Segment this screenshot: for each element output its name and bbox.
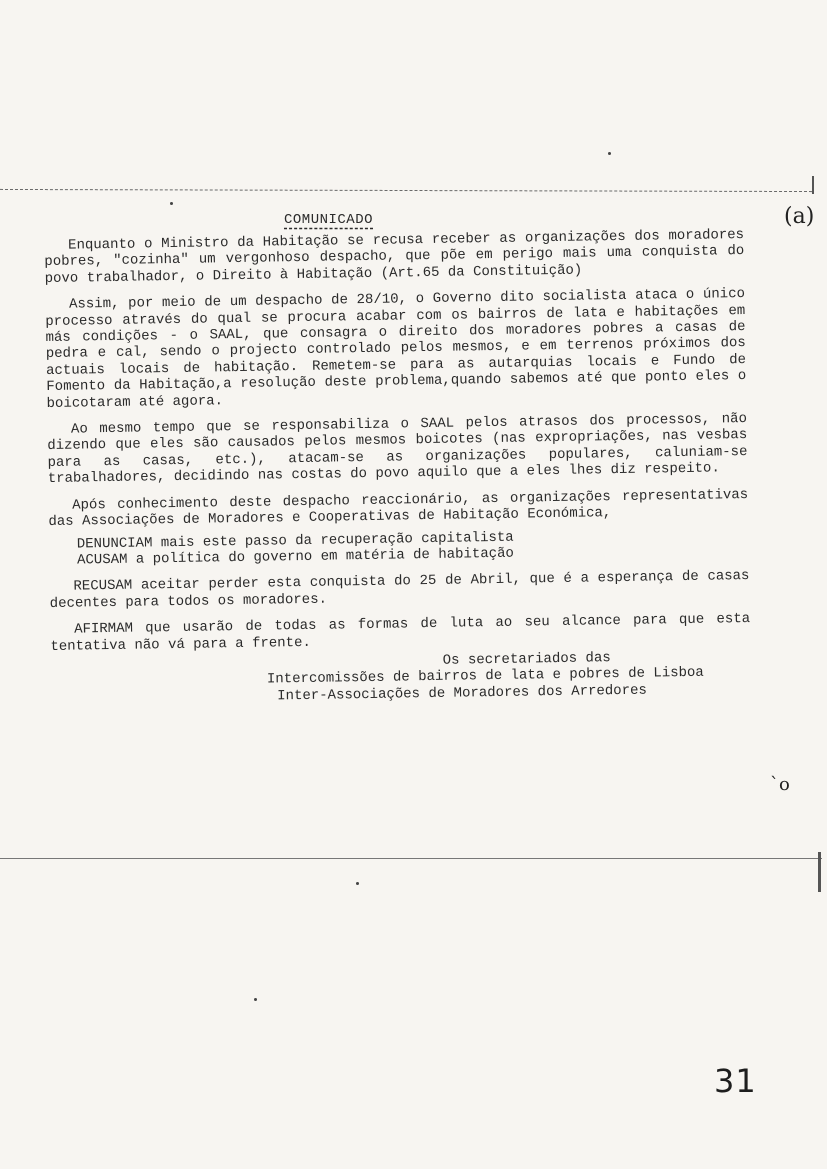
top-tick-mark xyxy=(812,176,814,194)
declarations-list xyxy=(49,525,749,569)
top-divider-line xyxy=(0,189,812,192)
communique-body xyxy=(44,227,751,708)
signature-block xyxy=(51,648,752,708)
paper-speck xyxy=(254,998,257,1001)
declaration-acusam: ACUSAM a política do governo em matéria de habitação xyxy=(76,545,515,569)
handwritten-annotation-a: (a) xyxy=(784,204,815,229)
declaration-denunciam: DENUNCIAM mais este passo da recuperação capitalista xyxy=(76,529,514,553)
handwritten-page-number: 31 xyxy=(714,1062,757,1100)
bottom-tick-mark xyxy=(818,852,821,892)
paragraph-1: Enquanto o Ministro da Habitação se recusa receber as organizações dos moradores pobres, "cozinha" um vergonhoso despacho, que põe em perigo mais uma conquista do povo trabalhador, o Direito à Habitação (Art.65 da Constituição) xyxy=(44,227,745,287)
signature-line-1: Os secretariados das xyxy=(442,650,611,669)
handwritten-side-mark: ˋo xyxy=(770,774,790,795)
paragraph-2: Assim, por meio de um despacho de 28/10, o Governo dito socialista ataca o único processo através do qual se procura acabar com os bairros de lata e habitações em más condições - o SAAL, que consagra o direito dos moradores pobres a casas de pedra e cal, sendo o projecto controlado pelos mesmos, e em terrenos próximos dos actuais locais de habitação. Remetem-se para as autarquias locais e Fundo de Fomento da Habitação,a resolução deste problema,quando sabemos até que ponto eles o boicotaram até agora. xyxy=(45,286,747,412)
paragraph-3: Ao mesmo tempo que se responsabiliza o SAAL pelos atrasos dos processos, não dizendo que eles são causados pelos mesmos boicotes (nas expropriações, nas vesbas para as casas, etc.), atacam-se as organizações populares, caluniam-se trabalhadores, decidindo nas costas do povo aquilo que a eles lhes diz respeito. xyxy=(47,411,748,488)
paper-speck xyxy=(356,882,359,885)
paper-speck xyxy=(170,202,173,205)
paragraph-afirmam: AFIRMAM que usarão de todas as formas de luta ao seu alcance para que esta tentativa não vá para a frente. xyxy=(50,611,751,655)
document-title: COMUNICADO xyxy=(284,212,374,228)
paper-speck xyxy=(608,152,611,155)
paragraph-4: Após conhecimento deste despacho reaccionário, as organizações representativas das Associações de Moradores e Cooperativas de Habitação Económica, xyxy=(48,486,749,531)
signature-line-2: Intercomissões de bairros de lata e pobres de Lisboa xyxy=(266,665,704,688)
paragraph-recusam: RECUSAM aceitar perder esta conquista do 25 de Abril, que é a esperança de casas decentes para todos os moradores. xyxy=(49,568,750,612)
bottom-divider-line xyxy=(0,858,822,859)
signature-line-3: Inter-Associações de Moradores dos Arredores xyxy=(277,682,647,705)
